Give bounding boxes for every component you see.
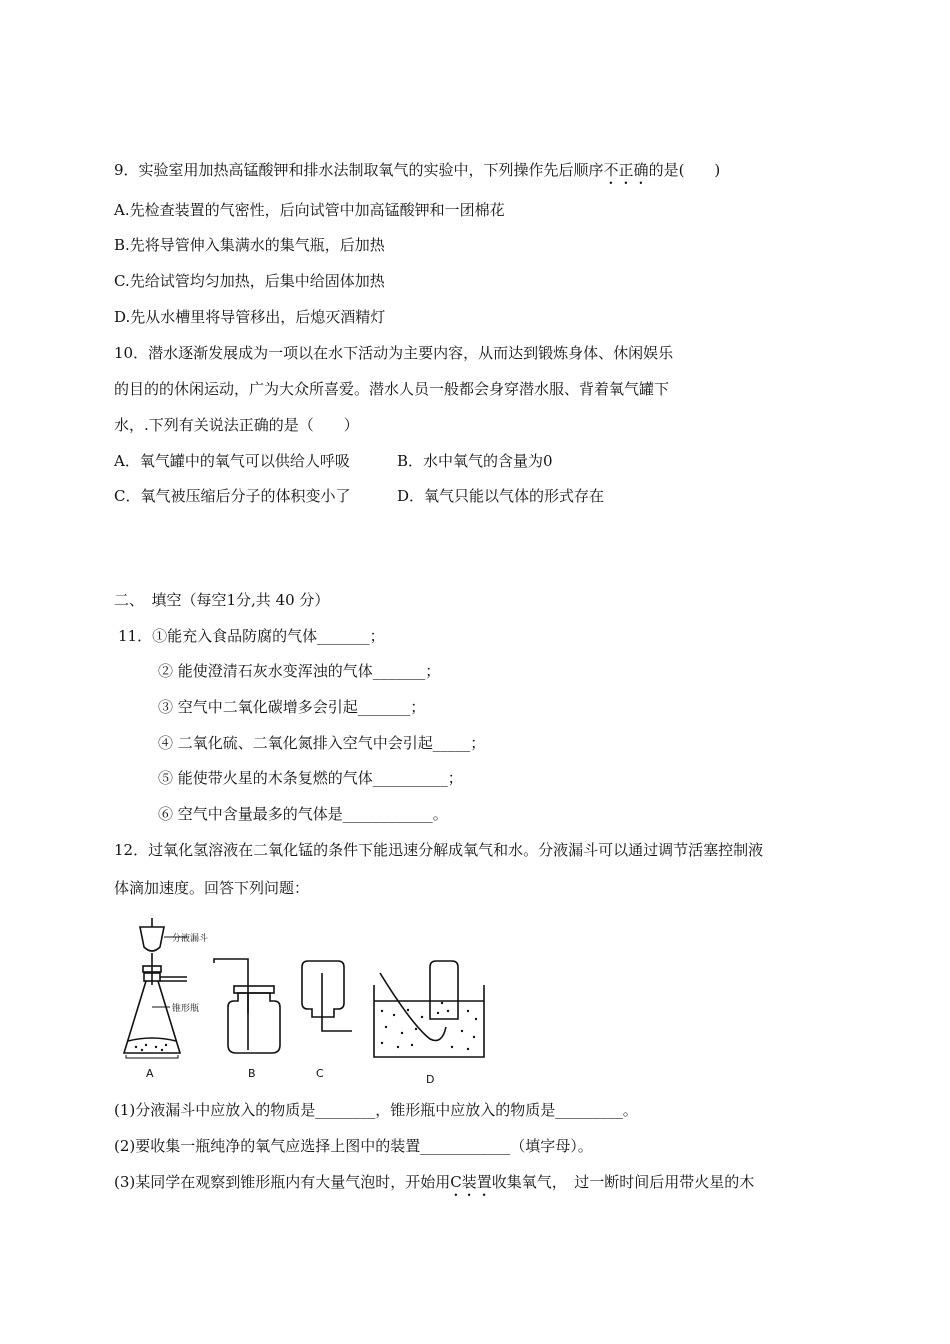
q12-sub-3-start: (3)某同学在观察到锥形瓶内有大量气泡时，开始用: [114, 1173, 451, 1191]
q11-item-4: ④ 二氧化硫、二氧化氮排入空气中会引起_____；: [158, 734, 486, 752]
q11-item-6: ⑥ 空气中含量最多的气体是____________。: [158, 805, 448, 823]
q12-line-1: 12．过氧化氢溶液在二氧化锰的条件下能迅速分解成氧气和水。分液漏斗可以通过调节活塞控制液: [114, 841, 764, 859]
q12-sub-3-emphasis: C装置: [450, 1173, 492, 1191]
q11-item-1: 11．①能充入食品防腐的气体_______；: [118, 627, 385, 645]
q9-option-c: C.先给试管均匀加热，后集中给固体加热: [114, 272, 385, 290]
q12-sub-1: (1)分液漏斗中应放入的物质是________，锥形瓶中应放入的物质是_________。: [114, 1101, 638, 1119]
q9-option-d: D.先从水槽里将导管移出，后熄灭酒精灯: [114, 308, 386, 326]
label-b: B: [248, 1067, 256, 1080]
funnel-label: 分液漏斗: [172, 934, 209, 944]
q10-option-b: B．水中氧气的含量为0: [397, 452, 553, 470]
q10-option-a: A．氧气罐中的氧气可以供给人呼吸: [114, 452, 350, 470]
q10-option-d: D．氧气只能以气体的形式存在: [397, 487, 605, 505]
flask-label: 锥形瓶: [172, 1004, 200, 1014]
q9-stem-emphasis: 不正确: [603, 161, 649, 179]
label-a: A: [146, 1067, 154, 1080]
q11-item-3: ③ 空气中二氧化碳增多会引起_______；: [158, 698, 426, 716]
q12-sub-2: (2)要收集一瓶纯净的氧气应选择上图中的装置____________（填字母）。: [114, 1137, 593, 1155]
q10-line-2: 的目的的休闲运动，广为大众所喜爱。潜水人员一般都会身穿潜水服、背着氧气罐下: [114, 380, 670, 398]
apparatus-d: [374, 961, 484, 1057]
apparatus-figure: [112, 915, 497, 1090]
q10-option-c: C．氧气被压缩后分子的体积变小了: [114, 487, 351, 505]
section-2-title: 二、 填空（每空1分,共 40 分）: [114, 591, 330, 609]
q10-line-3: 水，.下列有关说法正确的是（ ）: [114, 416, 359, 434]
q11-item-5: ⑤ 能使带火星的木条复燃的气体__________；: [158, 769, 463, 787]
q9-stem-end: 的是( ): [648, 161, 721, 179]
q12-sub-3: [114, 1172, 754, 1200]
q9-option-a: A.先检查装置的气密性，后向试管中加高锰酸钾和一团棉花: [114, 201, 505, 219]
q10-line-1: 10．潜水逐渐发展成为一项以在水下活动为主要内容，从而达到锻炼身体、休闲娱乐: [114, 344, 674, 362]
q12-sub-3-end: 收集氧气， 过一断时间后用带火星的木: [491, 1173, 755, 1191]
label-c: C: [316, 1067, 324, 1080]
label-d: D: [426, 1073, 435, 1086]
q11-item-2: ② 能使澄清石灰水变浑浊的气体_______；: [158, 662, 441, 680]
apparatus-c: [302, 961, 352, 1031]
q9-option-b: B.先将导管伸入集满水的集气瓶，后加热: [114, 236, 385, 254]
q12-line-2: 体滴加速度。回答下列问题：: [114, 879, 310, 897]
apparatus-b: [214, 959, 280, 1053]
q9-stem-text: 9．实验室用加热高锰酸钾和排水法制取氧气的实验中，下列操作先后顺序: [114, 161, 604, 179]
q9-stem: [114, 160, 720, 188]
